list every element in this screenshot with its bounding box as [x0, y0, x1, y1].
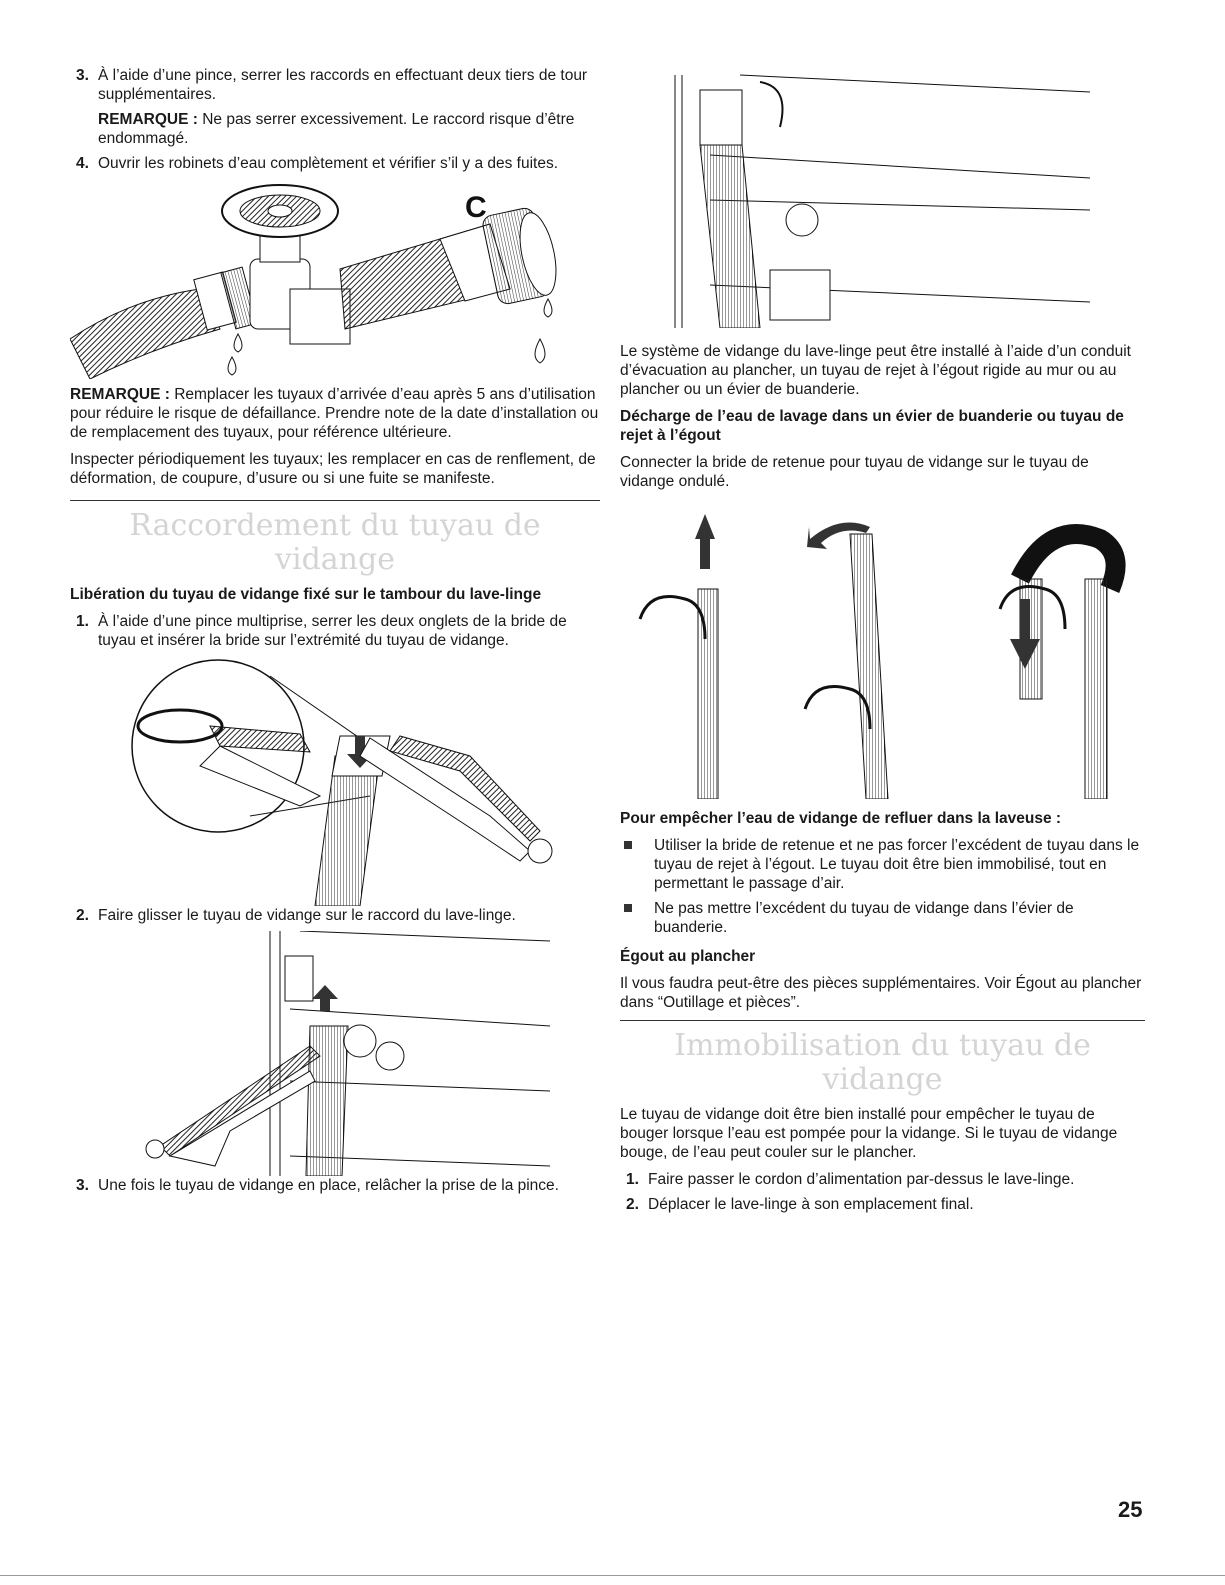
step-text: Faire glisser le tuyau de vidange sur le raccord du lave-linge.	[98, 907, 516, 924]
section-title-drain-connection: Raccordement du tuyau de vidange	[129, 508, 541, 577]
step-text: À l’aide d’une pince, serrer les raccords en effectuant deux tiers de tour supplémentaires.	[98, 67, 588, 103]
step-text: Ouvrir les robinets d’eau complètement et vérifier s’il y a des fuites.	[98, 155, 559, 172]
note-overtighten	[70, 110, 600, 148]
drain-system-text: Le système de vidange du lave-linge peut être installé à l’aide d’un conduit d’évacuation au plancher, un tuyau de rejet à l’égout rigide au mur ou au plancher ou un évier de buanderie.	[620, 343, 1131, 398]
pliers-clamp-illustration	[70, 656, 600, 906]
bullet-item	[620, 836, 1145, 893]
floor-drain-text: Il vous faudra peut-être des pièces supplémentaires. Voir Égout au plancher dans “Outillage et pièces”.	[620, 975, 1142, 1011]
step-release-pliers	[70, 1176, 600, 1195]
drum-drain-hose-illustration	[620, 70, 1145, 328]
step-move-washer	[620, 1195, 1145, 1214]
step-text: Faire passer le cordon d’alimentation par-dessus le lave-linge.	[648, 1171, 1075, 1188]
bullet-marker	[624, 904, 632, 912]
step-text: Une fois le tuyau de vidange en place, relâcher la prise de la pince.	[98, 1177, 559, 1194]
step-insert-clamp	[70, 612, 600, 650]
note-text: Remplacer les tuyaux d’arrivée d’eau après 5 ans d’utilisation pour réduire le risque de défaillance. Prendre note de la date d’installation ou de remplacement des tuyaux, pour référence ultérieure.	[70, 386, 599, 441]
note-text: Ne pas serrer excessivement. Le raccord risque d’être endommagé.	[98, 111, 575, 147]
step-open-valves	[70, 154, 600, 173]
subhead-laundry-sink: Décharge de l’eau de lavage dans un évier de buanderie ou tuyau de rejet à l’égout	[620, 408, 1124, 444]
connect-clamp-text: Connecter la bride de retenue pour tuyau de vidange sur le tuyau de vidange ondulé.	[620, 454, 1089, 490]
step-text: Déplacer le lave-linge à son emplacement final.	[648, 1196, 974, 1213]
secure-hose-text: Le tuyau de vidange doit être bien installé pour empêcher le tuyau de bouger lorsque l’eau est pompée pour la vidange. Si le tuyau de vidange bouge, de l’eau peut couler sur le plancher.	[620, 1106, 1118, 1161]
bullet-text: Utiliser la bride de retenue et ne pas forcer l’excédent de tuyau dans le tuyau de rejet à l’égout. Le tuyau doit être bien immobilisé, tout en permettant le passage d’air.	[654, 837, 1140, 892]
left-column	[70, 66, 600, 1201]
step-number: 2.	[626, 1196, 639, 1213]
step-number: 1.	[626, 1171, 639, 1188]
slide-hose-illustration	[70, 931, 600, 1176]
note-replace-hoses	[70, 385, 600, 442]
step-number: 3.	[76, 67, 89, 84]
right-column	[620, 70, 1145, 1220]
figure-letter: C	[465, 191, 487, 224]
step-number: 2.	[76, 907, 89, 924]
step-number: 1.	[76, 613, 89, 630]
note-label: REMARQUE :	[70, 386, 170, 403]
section-divider	[70, 500, 600, 501]
step-slide-hose	[70, 906, 600, 925]
valve-leak-illustration	[70, 179, 600, 379]
subhead-floor-drain: Égout au plancher	[620, 948, 756, 965]
section-divider	[620, 1020, 1145, 1021]
step-text: À l’aide d’une pince multiprise, serrer les deux onglets de la bride de tuyau et insérer la bride sur l’extrémité du tuyau de vidange.	[98, 613, 567, 649]
inspect-hoses-text: Inspecter périodiquement les tuyaux; les remplacer en cas de renflement, de déformation, de coupure, d’usure ou si une fuite se manifeste.	[70, 451, 596, 487]
bullet-text: Ne pas mettre l’excédent du tuyau de vidange dans l’évier de buanderie.	[654, 900, 1074, 936]
step-number: 4.	[76, 155, 89, 172]
subhead-prevent-backflow: Pour empêcher l’eau de vidange de refluer dans la laveuse :	[620, 810, 1062, 827]
note-label: REMARQUE :	[98, 111, 198, 128]
retaining-clamp-illustration	[620, 499, 1145, 799]
section-title-secure-drain: Immobilisation du tuyau de vidange	[674, 1028, 1091, 1097]
bullet-marker	[624, 841, 632, 849]
bottom-border	[0, 1575, 1225, 1576]
step-tighten-fittings	[70, 66, 600, 104]
subhead-release-drain-hose: Libération du tuyau de vidange fixé sur le tambour du lave-linge	[70, 586, 542, 603]
step-route-power-cord	[620, 1170, 1145, 1189]
page-number: 25	[1118, 1497, 1143, 1522]
bullet-item	[620, 899, 1145, 937]
step-number: 3.	[76, 1177, 89, 1194]
